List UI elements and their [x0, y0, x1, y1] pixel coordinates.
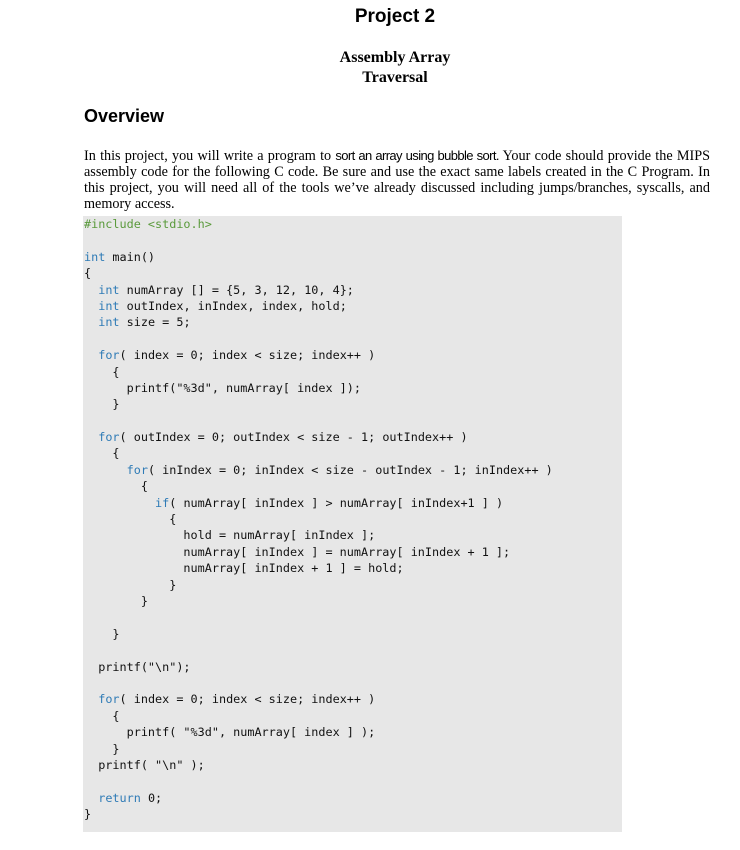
code-line: hold = numArray[ inIndex ];	[84, 528, 376, 543]
code-line: for( outIndex = 0; outIndex < size - 1; outIndex++ )	[98, 430, 468, 445]
code-line: printf( "\n" );	[84, 757, 205, 772]
code-line: return 0;	[98, 790, 163, 805]
code-line	[84, 413, 553, 429]
code-line: }	[84, 593, 148, 608]
code-line	[84, 216, 553, 232]
overview-paragraph	[84, 148, 710, 212]
code-line: {	[84, 708, 120, 723]
page-title: Project 2	[354, 6, 436, 27]
code-line: numArray[ inIndex ] = numArray[ inIndex + 1 ];	[84, 544, 511, 559]
code-line: }	[84, 741, 120, 756]
code-keyword: if	[155, 495, 170, 510]
code-line: }	[84, 577, 177, 592]
code-line	[84, 773, 553, 789]
code-line: for( index = 0; index < size; index++ )	[98, 348, 376, 363]
paragraph-text: Your code should provide the MIPS assembly code for the following C code. Be sure and use the exact same labels created in the C Program. In this project, you will need all of the tools we’ve already discussed including jumps/branches, syscalls, and memory access.	[84, 148, 710, 212]
code-line: printf( "%3d", numArray[ index ] );	[84, 725, 376, 740]
page-subtitle	[0, 48, 740, 88]
subtitle-line: Assembly Array	[339, 49, 451, 66]
code-keyword: for	[98, 692, 120, 707]
code-line: for( inIndex = 0; inIndex < size - outIndex - 1; inIndex++ )	[126, 462, 553, 477]
code-keyword: int	[98, 298, 120, 313]
code-line: {	[84, 479, 148, 494]
code-keyword: return	[98, 790, 141, 805]
code-keyword: for	[98, 348, 120, 363]
code-line: {	[84, 364, 120, 379]
preprocessor-directive: #include <stdio.h>	[84, 217, 212, 231]
code-line: }	[84, 397, 120, 412]
code-line	[84, 331, 553, 347]
code-line: {	[84, 446, 120, 461]
code-line: for( index = 0; index < size; index++ )	[98, 692, 376, 707]
code-line	[84, 609, 553, 625]
code-line: numArray[ inIndex + 1 ] = hold;	[84, 561, 404, 576]
paragraph-text: In this project, you will write a program to	[84, 148, 336, 164]
code-line: }	[84, 626, 120, 641]
code-line: {	[84, 512, 177, 527]
paragraph-emphasis: sort an array using bubble sort.	[335, 148, 499, 163]
code-listing	[84, 216, 553, 822]
code-line: int main()	[84, 249, 156, 264]
code-keyword: for	[126, 462, 148, 477]
section-heading-overview: Overview	[84, 106, 165, 126]
code-line: int outIndex, inIndex, index, hold;	[98, 298, 347, 313]
code-keyword: int	[98, 315, 120, 330]
subtitle-line: Traversal	[362, 69, 428, 86]
code-line	[84, 675, 553, 691]
code-line: int numArray [] = {5, 3, 12, 10, 4};	[98, 282, 354, 297]
code-line: int size = 5;	[98, 315, 191, 330]
code-line: printf("%3d", numArray[ index ]);	[84, 380, 361, 395]
code-keyword: int	[98, 282, 120, 297]
code-keyword: int	[84, 249, 106, 264]
code-keyword: for	[98, 430, 120, 445]
code-line: if( numArray[ inIndex ] > numArray[ inIndex+1 ] )	[155, 495, 504, 510]
code-line: }	[84, 807, 92, 822]
code-line	[84, 642, 553, 658]
code-line	[84, 232, 553, 248]
code-line: printf("\n");	[84, 659, 191, 674]
code-line: {	[84, 266, 92, 281]
